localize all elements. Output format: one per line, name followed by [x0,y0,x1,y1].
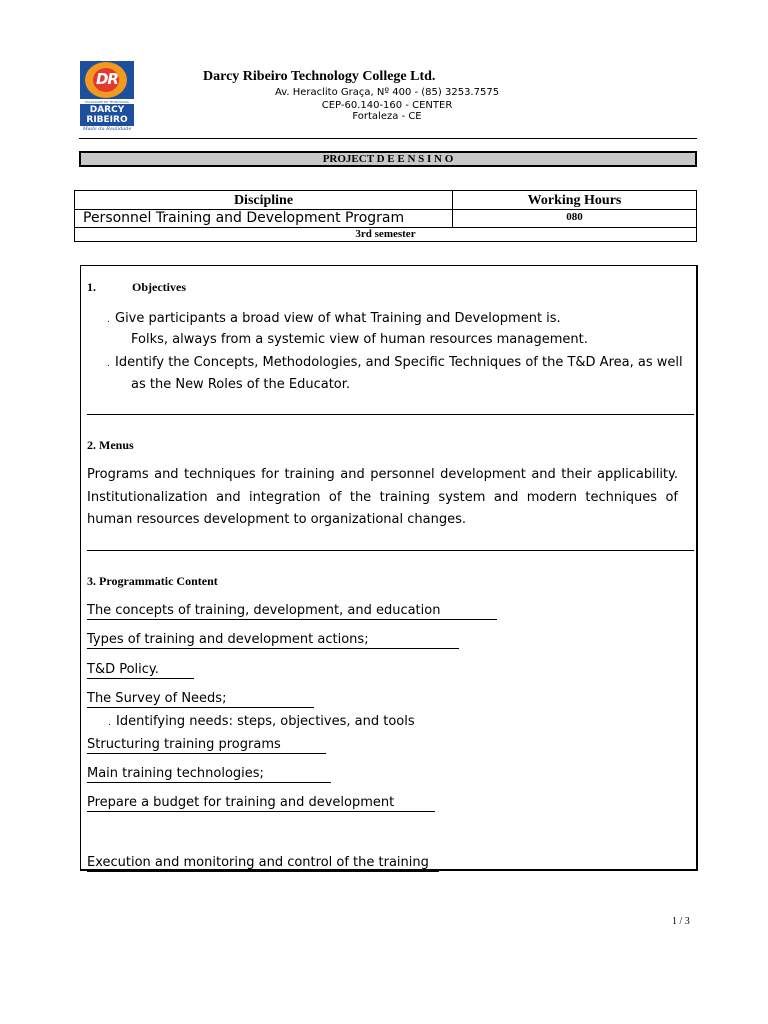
list-item: The Survey of Needs; [87,691,314,708]
page-number: 1 / 3 [672,916,690,927]
menus-text: Programs and techniques for training and personnel development and their applicability. Institutionalization and integration of the training system and modern techniques of human resources development to organizational changes. [87,467,678,527]
address-city: Fortaleza - CE [352,111,422,122]
hours-header: Working Hours [453,191,696,210]
course-table [74,190,697,242]
hours-cell [453,210,696,228]
objectives-number: 1. [87,280,96,294]
discipline-header: Discipline [75,191,453,210]
section-divider [87,414,694,415]
objective-bullet-1: . Give participants a broad view of what Training and Development is. [107,311,561,326]
programmatic-title: 3. Programmatic Content [87,574,218,588]
project-title-bar [79,151,697,167]
semester-value: 3rd semester [355,228,416,240]
objectives-title: Objectives [132,280,186,294]
bullet-mark: . [107,359,110,369]
hours-value: 080 [566,211,583,223]
list-item: Structuring training programs [87,737,326,754]
list-item: Types of training and development actions; [87,632,459,649]
header-divider [79,138,697,139]
semester-cell [75,228,696,242]
college-logo [80,61,134,133]
logo-tagline: Made da Realidade [82,126,132,132]
logo-monogram: DR [95,70,118,88]
address-cep: CEP-60.140-160 - CENTER [321,100,453,111]
logo-emblem [80,61,134,99]
objective-bullet-1-cont: Folks, always from a systemic view of human resources management. [131,332,588,347]
discipline-cell [75,210,453,228]
project-title: PROJECT D E E N S I N O [322,153,454,165]
logo-top-text: FACULDADE DE TECNOLOGIA [85,100,129,104]
list-item: Execution and monitoring and control of the training [87,855,439,872]
college-name: Darcy Ribeiro Technology College Ltd. [203,69,436,84]
list-item: Main training technologies; [87,766,331,783]
address-line: Av. Heraclito Graça, Nº 400 - (85) 3253.7575 [274,87,500,98]
objective-bullet-2: . Identify the Concepts, Methodologies, and Specific Techniques of the T&D Area, as well [107,355,683,370]
bullet-mark: . [107,315,110,325]
objective-bullet-2-cont: as the New Roles of the Educator. [131,377,351,392]
discipline-value: Personnel Training and Development Program [83,210,405,226]
list-item: Prepare a budget for training and development [87,795,435,812]
list-item: The concepts of training, development, and education [87,603,497,620]
list-item: T&D Policy. [87,662,194,679]
section-divider [87,550,694,551]
menus-title: 2. Menus [87,438,134,452]
logo-name: DARCY RIBEIRO [80,104,134,126]
bullet-mark: . [108,718,111,728]
list-sub-item: . Identifying needs: steps, objectives, and tools [108,714,415,729]
